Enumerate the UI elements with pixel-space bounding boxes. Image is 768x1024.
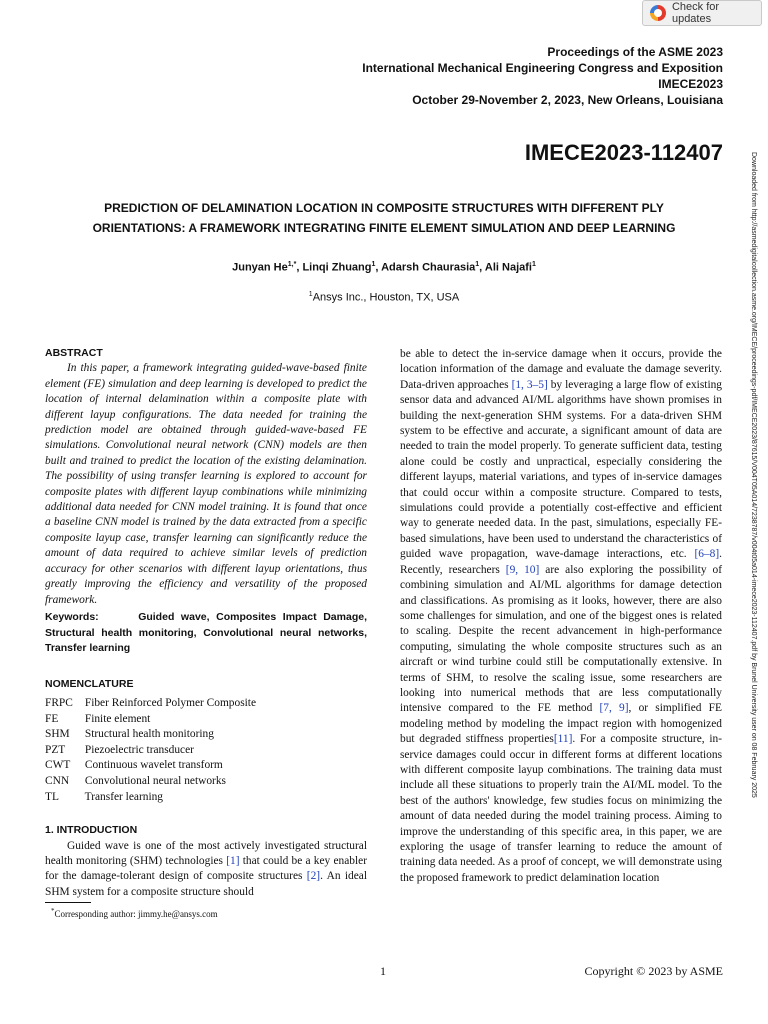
nomenclature-def: Finite element [84, 712, 151, 725]
body-text: . An ideal SHM system for a composite structure should [45, 870, 367, 898]
copyright: Copyright © 2023 by ASME [584, 964, 723, 978]
proceedings-line: Proceedings of the ASME 2023 [547, 45, 723, 59]
keywords [45, 610, 367, 657]
nomenclature-abbr: CWT [45, 759, 71, 772]
nomenclature-abbr: FRPC [45, 697, 73, 710]
author-separator: , [479, 261, 485, 274]
author-separator: , [375, 261, 382, 274]
author-name: Ali Najafi [484, 261, 532, 274]
nomenclature-item [45, 758, 367, 774]
body-text: . For a composite structure, in-service damages could occur in different forms at different locations with different composite layup combinations. The training data must include all these situations to properly train the AI/ML model. To the best of the authors' knowledge, few studies focus on minimizing the amount of data needed during the model training process. Aiming to improve the understanding of this specific area, in this paper, we are exploring the usage of transfer learning to reduce the amount of training data needed. As a proof of concept, we will demonstrate using the proposed framework to predict delamination location [400, 733, 722, 884]
nomenclature-item [45, 774, 367, 790]
title-line: ORIENTATIONS: A FRAMEWORK INTEGRATING FINITE ELEMENT SIMULATION AND DEEP LEARNING [92, 221, 676, 235]
proceedings-line: October 29-November 2, 2023, New Orleans, Louisiana [412, 93, 723, 107]
nomenclature-abbr: CNN [45, 775, 70, 788]
right-column [400, 347, 722, 886]
nomenclature-abbr: SHM [45, 728, 70, 741]
introduction-paragraph-continued [400, 347, 722, 886]
nomenclature-def: Convolutional neural networks [84, 775, 226, 788]
proceedings-header [362, 44, 723, 108]
abstract-text: In this paper, a framework integrating guided-wave-based finite element (FE) simulation and deep learning is developed to predict the location of internal delamination within a composite plate with different layup configurations. The data needed for training the prediction model are obtained through guided-wave-based FE simulations. Convolutional neural network (CNN) models are then built and trained to predict the location of the existing delamination. The possibility of using transfer learning is explored to account for composite plates with different layup combinations while minimizing additional data needed for CNN model training. It is found that once a baseline CNN model is trained by the data extracted from a specific composite layup case, transfer learning can significantly reduce the amount of data required to achieve similar levels of prediction accuracy for other scenarios with different layup orientations, thus greatly improving the efficiency and versatility of the proposed framework. [45, 362, 367, 606]
nomenclature-abbr: FE [45, 712, 59, 725]
affiliation-text: Ansys Inc., Houston, TX, USA [312, 291, 460, 304]
nomenclature-heading: NOMENCLATURE [45, 677, 134, 690]
download-watermark [745, 152, 761, 1022]
body-text: by leveraging a large flow of existing sensor data and advanced AI/ML algorithms have shown promises in building the next-generation SHM systems. For a data-driven SHM system to be effective and accurate, a significant amount of data are needed to train the model properly. To generate sufficient data, testing alone could be costly and unpractical, especially considering the different layups, material variations, and types of in-service damages that could occur within a composite structure. Compared to tests, simulations could provide a potentially cost-effective and efficient way to generate needed data. In the past, simulations, especially FE-based simulations, have been used to understand the characteristics of guided wave propagation, wave-damage interactions, etc. [400, 378, 722, 561]
author-separator: , [296, 261, 303, 274]
author-name: Junyan He [232, 261, 288, 274]
affiliation [45, 291, 723, 304]
keywords-label: Keywords: [45, 610, 99, 623]
paper-id: IMECE2023-112407 [524, 140, 723, 165]
author-name: Linqi Zhuang [302, 261, 372, 274]
footnote [45, 906, 367, 920]
proceedings-line: IMECE2023 [658, 77, 723, 91]
footnote-rule [45, 902, 91, 903]
citation-link[interactable]: [1, 3–5] [511, 378, 548, 391]
nomenclature-abbr: TL [45, 790, 59, 803]
citation-link[interactable]: [7, 9] [599, 702, 629, 715]
nomenclature-item [45, 712, 367, 728]
author-affiliation-mark: 1 [475, 261, 480, 268]
body-text: are also exploring the possibility of combining simulation and AI/ML algorithms for damage detection and classifications. As promising as it looks, however, there are also some challenges for simulation, and one of the biggest ones is related to scaling. Despite the recent advancement in high-performance computing, simulating the whole composite structures such as an aircraft or wind turbine could still be computationally extensive. In terms of SHM, to resolve the scaling issue, some researchers are looking into numerical methods that are less computationally intensive compared to the FE method [400, 563, 722, 715]
proceedings-line: International Mechanical Engineering Congress and Exposition [362, 61, 723, 75]
footnote-mark: * [51, 907, 55, 916]
crossmark-icon [650, 5, 666, 21]
keywords-text: Guided wave, Composites Impact Damage, Structural health monitoring, Convolutional neural networks, Transfer learning [45, 610, 367, 655]
introduction-heading: 1. INTRODUCTION [45, 824, 138, 837]
nomenclature-abbr: PZT [45, 743, 66, 756]
author-affiliation-mark: 1 [531, 261, 536, 268]
check-for-updates-badge[interactable] [642, 0, 762, 26]
nomenclature-def: Structural health monitoring [84, 728, 214, 741]
citation-link[interactable]: [6–8] [694, 548, 720, 561]
body-text: . Recently, researchers [400, 548, 722, 576]
body-text: Guided wave is one of the most actively investigated structural health monitoring (SHM) technologies [45, 839, 367, 868]
page-number: 1 [380, 964, 386, 978]
nomenclature-item [45, 743, 367, 759]
citation-link[interactable]: [11] [553, 733, 573, 746]
download-watermark-text: Downloaded from http://asmedigitalcollection.asme.org/IMECE/proceedings-pdf/IMECE2023/87615/V004T05A014/7238787/v004t05a014-imece2023-112407.pdf by Brunel University user on 08 February 2025 [750, 152, 757, 798]
abstract-heading: ABSTRACT [45, 347, 103, 359]
body-text: that could be a key enabler for the damage-tolerant design of composite structures [45, 855, 367, 883]
body-text: be able to detect the in-service damage when it occurs, provide the location information of the damage and evaluate the damage severity. Data-driven approaches [400, 348, 722, 391]
citation-link[interactable]: [1] [226, 855, 240, 868]
citation-link[interactable]: [9, 10] [505, 563, 540, 576]
author-affiliation-mark: 1,* [287, 261, 297, 268]
nomenclature-item [45, 727, 367, 743]
nomenclature-def: Piezoelectric transducer [84, 743, 194, 756]
author-name: Adarsh Chaurasia [381, 261, 476, 274]
title-line: PREDICTION OF DELAMINATION LOCATION IN COMPOSITE STRUCTURES WITH DIFFERENT PLY [104, 201, 664, 215]
paper-title [45, 198, 723, 238]
author-list [45, 261, 723, 274]
author-affiliation-mark: 1 [371, 261, 376, 268]
nomenclature-def: Transfer learning [84, 790, 163, 803]
check-for-updates-label: Check for updates [671, 1, 720, 25]
nomenclature-def: Continuous wavelet transform [84, 759, 223, 772]
body-text: , or simplified FE modeling method by modeling the impact region with homogenized but degraded stiffness properties [400, 702, 722, 746]
nomenclature-item [45, 696, 367, 712]
citation-link[interactable]: [2] [306, 870, 321, 883]
nomenclature-def: Fiber Reinforced Polymer Composite [84, 697, 257, 710]
introduction-paragraph [45, 839, 367, 901]
nomenclature-list [45, 696, 367, 805]
footnote-text: Corresponding author: jimmy.he@ansys.com [54, 909, 218, 920]
affiliation-mark: 1 [308, 291, 313, 298]
nomenclature-item [45, 790, 367, 806]
left-column [45, 346, 367, 920]
